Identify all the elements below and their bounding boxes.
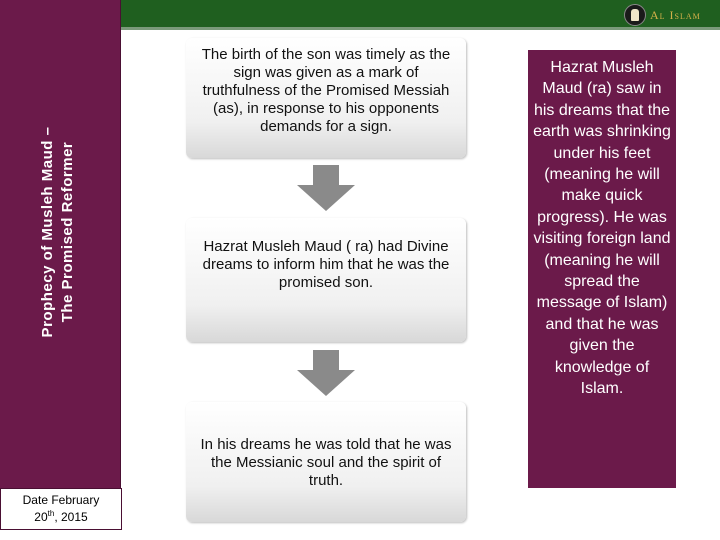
date-suffix: th (47, 509, 55, 518)
date-box (0, 488, 122, 530)
sidebar-title-line2: The Promised Reformer (59, 141, 76, 323)
date-line1: Date February (22, 493, 100, 507)
brand (624, 3, 701, 27)
flow-step-3 (186, 402, 466, 522)
flow-step-1 (186, 38, 466, 158)
flow-step-2 (186, 218, 466, 342)
date-year: , 2015 (54, 510, 88, 524)
brand-name: Al Islam (650, 7, 701, 22)
down-arrow-icon (297, 350, 355, 396)
dream-note-box (528, 50, 676, 488)
minaret-logo-icon (624, 4, 646, 26)
sidebar-panel (0, 0, 121, 528)
sidebar-title (38, 87, 78, 377)
flow-step-3-text: In his dreams he was told that he was the Messianic soul and the spirit of truth. (200, 436, 452, 489)
dream-note-text: Hazrat Musleh Maud (ra) saw in his dreams that the earth was shrinking under his feet (meaning he will make quick progress). He was visiting foreign land (meaning he will spread the message of Islam) and that he was given the knowledge of Islam. (533, 59, 671, 398)
top-band-stripe (118, 27, 720, 30)
down-arrow-icon (297, 165, 355, 211)
flow-step-2-text: Hazrat Musleh Maud ( ra) had Divine dreams to inform him that he was the promised son. (202, 238, 450, 291)
date-day: 20 (34, 510, 48, 524)
flow-step-1-text: The birth of the son was timely as the sign was given as a mark of truthfulness of the Promised Messiah (as), in response to his opponents demands for a sign. (201, 46, 451, 135)
sidebar-title-line1: Prophecy of Musleh Maud – (39, 126, 56, 338)
